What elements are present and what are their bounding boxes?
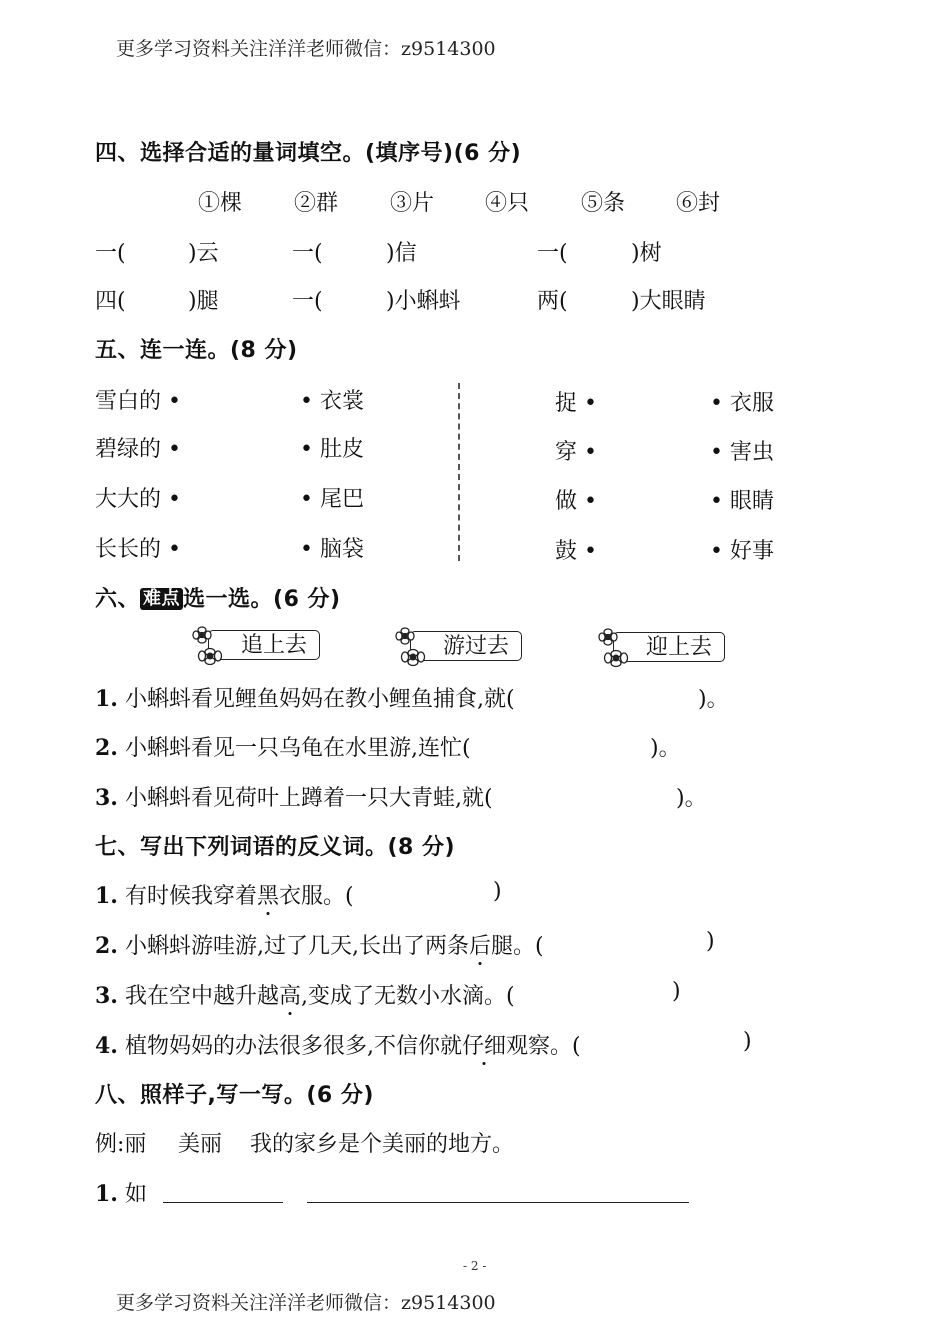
q4-blank-pre: 一( (292, 241, 323, 266)
q5-right-noun[interactable]: • 衣服 (710, 391, 774, 416)
q6-item (95, 731, 471, 762)
q6-title-pre: 六、 (95, 587, 141, 612)
page-footer: 更多学习资料关注洋洋老师微信：z9514300 (116, 1292, 496, 1314)
item-end: )。 (698, 687, 729, 712)
q4-option: ②群 (294, 191, 339, 216)
item-end: ) (743, 1029, 752, 1054)
q6-word-box: 追上去 (208, 630, 320, 660)
item-text: 有时候我穿着 (124, 884, 257, 909)
q5-left-noun[interactable]: • 衣裳 (300, 389, 364, 414)
q5-right-noun[interactable]: • 眼睛 (710, 489, 774, 514)
q6-title (95, 582, 341, 613)
q6-word-box: 迎上去 (613, 632, 725, 662)
item-end: )。 (650, 736, 681, 761)
flower-icon (596, 626, 630, 668)
q8-example-sentence: 我的家乡是个美丽的地方。 (250, 1132, 515, 1157)
q4-option: ⑤条 (581, 191, 626, 216)
answer-line-word[interactable] (163, 1202, 283, 1203)
item-text: ,变成了无数小水滴。( (301, 984, 515, 1009)
q4-option: ③片 (390, 191, 435, 216)
q4-blank-post: )腿 (188, 289, 219, 314)
q5-left-noun[interactable]: • 尾巴 (300, 487, 364, 512)
q4-blank-pre: 一( (537, 241, 568, 266)
item-text: 小蝌蚪游哇游,过了几天,长出了两条 (124, 934, 469, 959)
q4-blank-post: )小蝌蚪 (386, 289, 461, 314)
marked-word: 黑 (256, 884, 279, 909)
q5-right-noun[interactable]: • 好事 (710, 539, 774, 564)
q8-example-label: 例:丽 (95, 1132, 147, 1157)
q5-left-noun[interactable]: • 脑袋 (300, 537, 364, 562)
item-text: 我在空中越升越 (124, 984, 279, 1009)
item-text: 小蝌蚪看见荷叶上蹲着一只大青蛙,就( (124, 786, 493, 811)
item-end: )。 (676, 786, 707, 811)
item-number: 4. (95, 1033, 118, 1059)
difficulty-badge: 难点 (140, 588, 183, 610)
item-text: 小蝌蚪看见一只乌龟在水里游,连忙( (124, 736, 471, 761)
item-text: 衣服。( (279, 884, 354, 909)
q5-right-verb[interactable]: 鼓 • (555, 539, 597, 564)
q7-title: 七、写出下列词语的反义词。(8 分) (95, 835, 456, 860)
q4-option: ⑥封 (676, 191, 721, 216)
item-number: 1. (95, 686, 118, 712)
q4-blank-pre: 四( (95, 289, 126, 314)
q7-item (95, 929, 544, 960)
item-number: 1. (95, 883, 118, 909)
q5-left-adj[interactable]: 雪白的 • (95, 389, 181, 414)
q5-left-adj[interactable]: 碧绿的 • (95, 437, 181, 462)
q7-item (95, 979, 515, 1010)
flower-icon (190, 624, 224, 666)
item-char: 如 (124, 1182, 147, 1207)
q4-title: 四、选择合适的量词填空。(填序号)(6 分) (95, 141, 522, 166)
q5-right-verb[interactable]: 做 • (555, 489, 597, 514)
q6-item (95, 781, 493, 812)
q6-title-post: 选一选。(6 分) (183, 587, 341, 612)
q5-left-adj[interactable]: 长长的 • (95, 537, 181, 562)
q5-right-verb[interactable]: 穿 • (555, 440, 597, 465)
item-number: 3. (95, 785, 118, 811)
q5-right-verb[interactable]: 捉 • (555, 391, 597, 416)
item-number: 2. (95, 735, 118, 761)
q4-option: ①棵 (198, 191, 243, 216)
item-end: ) (493, 879, 502, 904)
q8-title: 八、照样子,写一写。(6 分) (95, 1083, 374, 1108)
q4-option: ④只 (485, 191, 530, 216)
q6-item (95, 682, 515, 713)
q4-blank-pre: 一( (292, 289, 323, 314)
q4-blank-post: )信 (386, 241, 417, 266)
item-text: 小蝌蚪看见鲤鱼妈妈在教小鲤鱼捕食,就( (124, 687, 515, 712)
item-number: 3. (95, 983, 118, 1009)
q4-blank-post: )大眼睛 (631, 289, 706, 314)
q8-example-word: 美丽 (178, 1132, 223, 1157)
q8-item (95, 1177, 147, 1208)
item-end: ) (672, 979, 681, 1004)
q5-title: 五、连一连。(8 分) (95, 338, 298, 363)
q4-blank-pre: 两( (537, 289, 568, 314)
item-number: 2. (95, 933, 118, 959)
q4-blank-post: )云 (188, 241, 219, 266)
page-header: 更多学习资料关注洋洋老师微信：z9514300 (116, 38, 496, 60)
q4-blank-pre: 一( (95, 241, 126, 266)
q5-left-noun[interactable]: • 肚皮 (300, 437, 364, 462)
item-end: ) (706, 929, 715, 954)
q7-item (95, 1029, 581, 1060)
item-text: 观察。( (505, 1034, 581, 1059)
page-number: - 2 - (463, 1259, 487, 1273)
q5-right-noun[interactable]: • 害虫 (710, 440, 774, 465)
marked-word: 高 (278, 984, 301, 1009)
q5-left-adj[interactable]: 大大的 • (95, 487, 181, 512)
q4-blank-post: )树 (631, 241, 662, 266)
answer-line-sentence[interactable] (307, 1202, 689, 1203)
q5-divider (458, 383, 460, 561)
item-text: 植物妈妈的办法很多很多,不信你就 (124, 1034, 462, 1059)
q6-word-box: 游过去 (410, 631, 522, 661)
marked-word: 仔细 (461, 1034, 506, 1059)
q7-item (95, 879, 354, 910)
marked-word: 后 (468, 934, 491, 959)
item-text: 腿。( (490, 934, 544, 959)
item-number: 1. (95, 1181, 118, 1207)
flower-icon (393, 625, 427, 667)
